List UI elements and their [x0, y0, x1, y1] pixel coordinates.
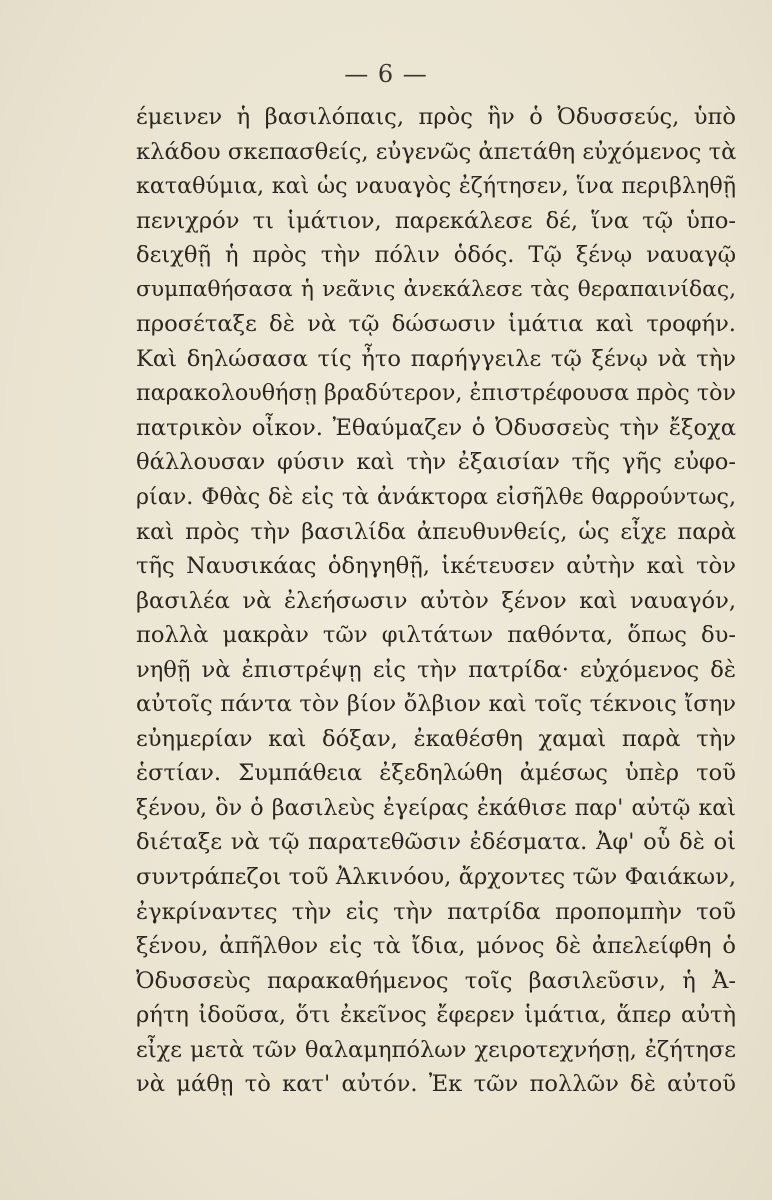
- text-line: τῆς Ναυσικάας ὁδηγηθῇ, ἱκέτευσεν αὐτὴν καὶ τὸν: [136, 553, 736, 580]
- text-line: έμεινεν ἡ βασιλόπαις, πρὸς ἣν ὁ Ὀδυσσεύς, ὑπὸ: [136, 104, 736, 130]
- text-line: πενιχρόν τι ἱμάτιον, παρεκάλεσε δέ, ἵνα τῷ ὑπο-: [136, 207, 736, 234]
- text-line: καὶ πρὸς τὴν βασιλίδα ἀπευθυνθείς, ὡς εἶχε παρὰ: [136, 518, 736, 545]
- text-line: Καὶ δηλώσασα τίς ἦτο παρήγγειλε τῷ ξένῳ νὰ τὴν: [136, 345, 736, 372]
- text-line: δειχθῇ ἡ πρὸς τὴν πόλιν ὁδός. Τῷ ξένῳ ναυαγῷ: [136, 242, 736, 269]
- text-line: νηθῇ νὰ ἐπιστρέψῃ εἰς τὴν πατρίδα· εὐχόμενος δὲ: [136, 656, 736, 683]
- text-line: εἶχε μετὰ τῶν θαλαμηπόλων χειροτεχνήσῃ, ἐζήτησε: [136, 1036, 736, 1063]
- text-line: ἑστίαν. Συμπάθεια ἐξεδηλώθη ἀμέσως ὑπὲρ τοῦ: [136, 760, 736, 787]
- text-line: πολλὰ μακρὰν τῶν φιλτάτων παθόντα, ὅπως δυ-: [136, 622, 736, 649]
- text-line: κλάδου σκεπασθείς, εὐγενῶς ἀπετάθη εὐχόμενος τὰ: [136, 138, 736, 165]
- text-line: συμπαθήσασα ἡ νεᾶνις ἀνεκάλεσε τὰς θεραπαινίδας,: [136, 276, 736, 302]
- text-line: εὐημερίαν καὶ δόξαν, ἐκαθέσθη χαμαὶ παρὰ τὴν: [136, 725, 736, 752]
- text-line: ξένου, ἀπῆλθον εἰς τὰ ἴδια, μόνος δὲ ἀπελείφθη ὁ: [136, 933, 736, 960]
- text-line: ξένου, ὃν ὁ βασιλεὺς ἐγείρας ἐκάθισε παρ' αὐτῷ καὶ: [136, 794, 736, 821]
- text-line: Ὀδυσσεὺς παρακαθήμενος τοῖς βασιλεῦσιν, ἡ Ἀ-: [136, 967, 736, 994]
- text-line: νὰ μάθῃ τὸ κατ' αὐτόν. Ἐκ τῶν πολλῶν δὲ αὐτοῦ: [136, 1071, 736, 1098]
- page-number: — 6 —: [344, 60, 428, 88]
- body-text: [136, 100, 736, 1102]
- text-line: διέταξε νὰ τῷ παρατεθῶσιν ἐδέσματα. Ἀφ' οὗ δὲ οἱ: [136, 829, 736, 856]
- text-line: συντράπεζοι τοῦ Ἀλκινόου, ἄρχοντες τῶν Φαιάκων,: [136, 864, 736, 891]
- text-line: ρίαν. Φθὰς δὲ εἰς τὰ ἀνάκτορα εἰσῆλθε θαρρούντως,: [136, 484, 736, 511]
- text-line: ρήτη ἰδοῦσα, ὅτι ἐκεῖνος ἔφερεν ἱμάτια, ἅπερ αὐτὴ: [136, 1002, 736, 1029]
- text-line: καταθύμια, καὶ ὡς ναυαγὸς ἐζήτησεν, ἵνα περιβληθῇ: [136, 173, 736, 200]
- text-line: αὐτοῖς πάντα τὸν βίον ὄλβιον καὶ τοῖς τέκνοις ἴσην: [136, 691, 736, 718]
- text-line: θάλλουσαν φύσιν καὶ τὴν ἐξαισίαν τῆς γῆς εὐφο-: [136, 449, 736, 476]
- text-line: προσέταξε δὲ νὰ τῷ δώσωσιν ἱμάτια καὶ τροφήν.: [136, 311, 736, 338]
- text-line: βασιλέα νὰ ἐλεήσωσιν αὐτὸν ξένον καὶ ναυαγόν,: [136, 587, 736, 614]
- text-line: ἐγκρίναντες τὴν εἰς τὴν πατρίδα προπομπὴν τοῦ: [136, 898, 736, 925]
- text-line: πατρικὸν οἶκον. Ἐθαύμαζεν ὁ Ὀδυσσεὺς τὴν ἔξοχα: [136, 414, 736, 441]
- text-line: παρακολουθήσῃ βραδύτερον, ἐπιστρέφουσα πρὸς τὸν: [136, 380, 736, 407]
